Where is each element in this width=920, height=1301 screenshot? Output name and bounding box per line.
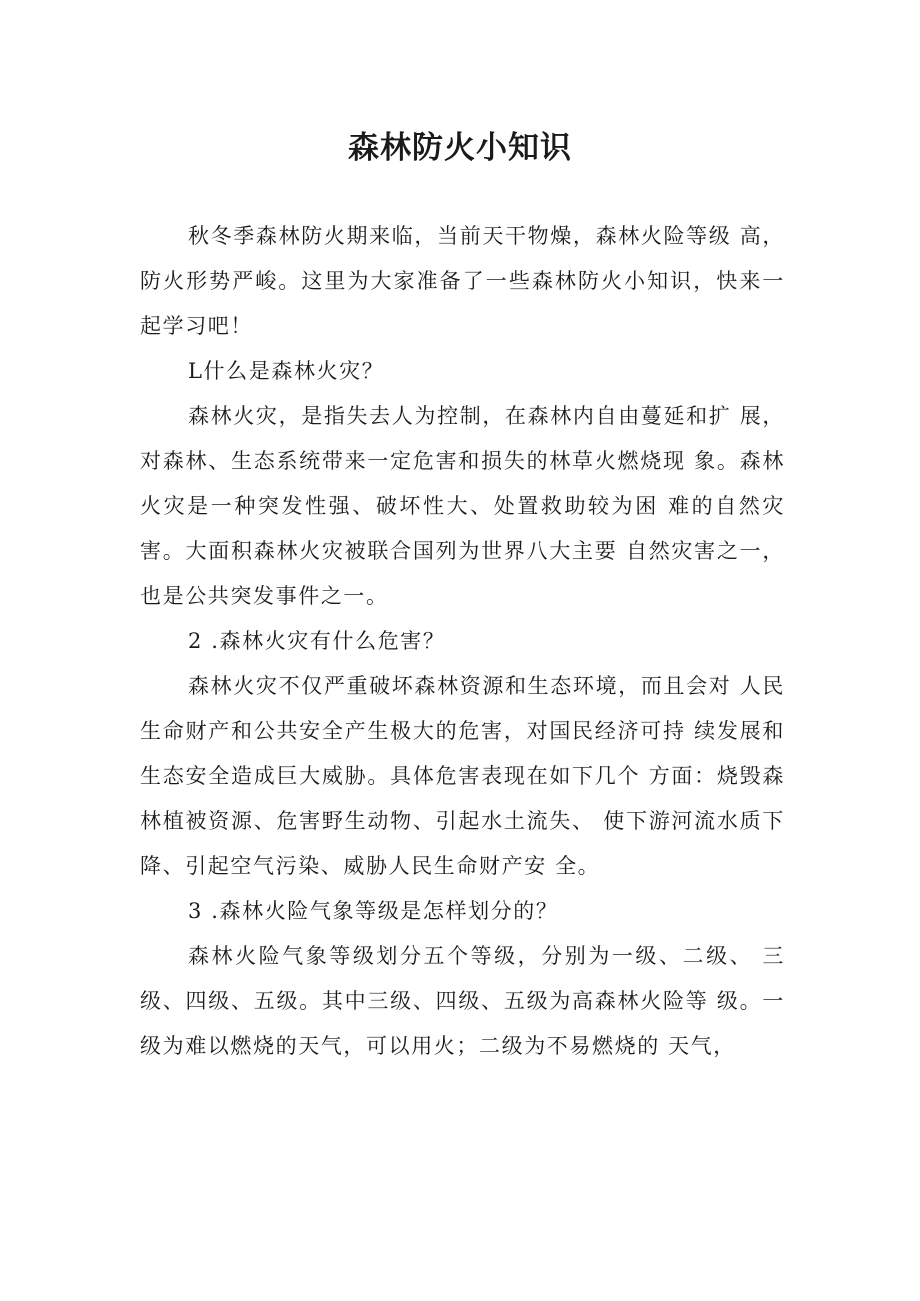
page-title: 森林防火小知识 [348, 130, 572, 166]
section-heading-3: 3 .森林火险气象等级是怎样划分的？ [188, 899, 559, 923]
intro-paragraph: 秋冬季森林防火期来临，当前天干物燥，森林火险等级 高，防火形势严峻。这里为大家准备了一些森林防火小知识，快来一起学习吧！ [140, 224, 785, 338]
section-paragraph-2: 森林火灾不仅严重破坏森林资源和生态环境，而且会对 人民生命财产和公共安全产生极大的危害，对国民经济可持 续发展和生态安全造成巨大威胁。具体危害表现在如下几个 方面：烧毁森林植被资源、危害野生动物、引起水土流失、 使下游河流水质下降、引起空气污染、威胁人民生命财产安 全。 [140, 674, 785, 878]
document-body [140, 214, 785, 1069]
section-paragraph-1: 森林火灾，是指失去人为控制，在森林内自由蔓延和扩 展，对森林、生态系统带来一定危害和损失的林草火燃烧现 象。森林火灾是一种突发性强、破坏性大、处置救助较为困 难的自然灾害。大面积森林火灾被联合国列为世界八大主要 自然灾害之一，也是公共突发事件之一。 [140, 404, 785, 608]
section-heading-1: L什么是森林火灾？ [188, 359, 385, 383]
section-heading-2: 2 .森林火灾有什么危害？ [188, 629, 446, 653]
section-paragraph-3: 森林火险气象等级划分五个等级，分别为一级、二级、 三级、四级、五级。其中三级、四级、五级为高森林火险等 级。一级为难以燃烧的天气，可以用火；二级为不易燃烧的 天气， [140, 944, 785, 1058]
